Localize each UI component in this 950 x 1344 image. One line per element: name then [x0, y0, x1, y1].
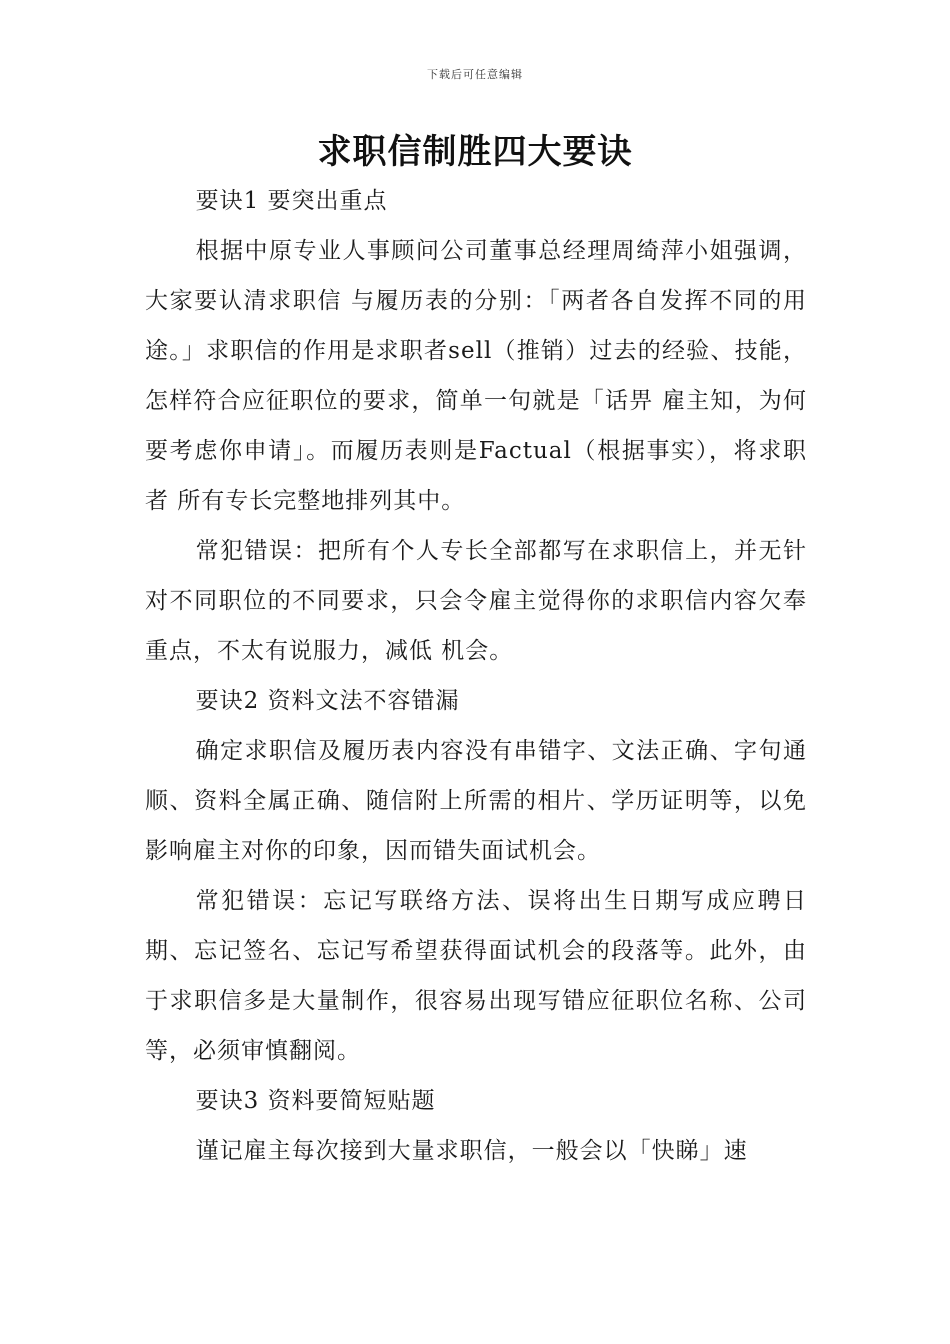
- header-note: 下载后可任意编辑: [427, 68, 523, 81]
- document-title: 求职信制胜四大要诀: [317, 132, 633, 172]
- body-paragraph: 谨记雇主每次接到大量求职信，一般会以「快睇」速: [195, 1138, 748, 1164]
- body-paragraph: 根据中原专业人事顾问公司董事总经理周绮萍小姐强调，大家要认清求职信 与履历表的分别：「两者各自发挥不同的用途。」求职信的作用是求职者sell（推销）过去的经验、技能，怎样符合应征职位的要求，简单一句就是「话畀 雇主知，为何要考虑你申请」。而履历表则是Factual（根据事实），将求职者 所有专长完整地排列其中。: [145, 238, 807, 514]
- body-paragraph: 常犯错误：忘记写联络方法、误将出生日期写成应聘日期、忘记签名、忘记写希望获得面试机会的段落等。此外，由于求职信多是大量制作，很容易出现写错应征职位名称、公司等，必须审慎翻阅。: [145, 888, 807, 1064]
- document-body: [145, 176, 807, 1176]
- body-paragraph: 常犯错误：把所有个人专长全部都写在求职信上，并无针对不同职位的不同要求，只会令雇主觉得你的求职信内容欠奉重点，不太有说服力，减低 机会。: [145, 538, 807, 664]
- body-paragraph: 确定求职信及履历表内容没有串错字、文法正确、字句通顺、资料全属正确、随信附上所需的相片、学历证明等，以免影响雇主对你的印象，因而错失面试机会。: [145, 738, 807, 864]
- section-heading: 要诀1 要突出重点: [195, 188, 388, 214]
- section-heading: 要诀3 资料要简短贴题: [195, 1088, 436, 1114]
- section-heading: 要诀2 资料文法不容错漏: [195, 688, 460, 714]
